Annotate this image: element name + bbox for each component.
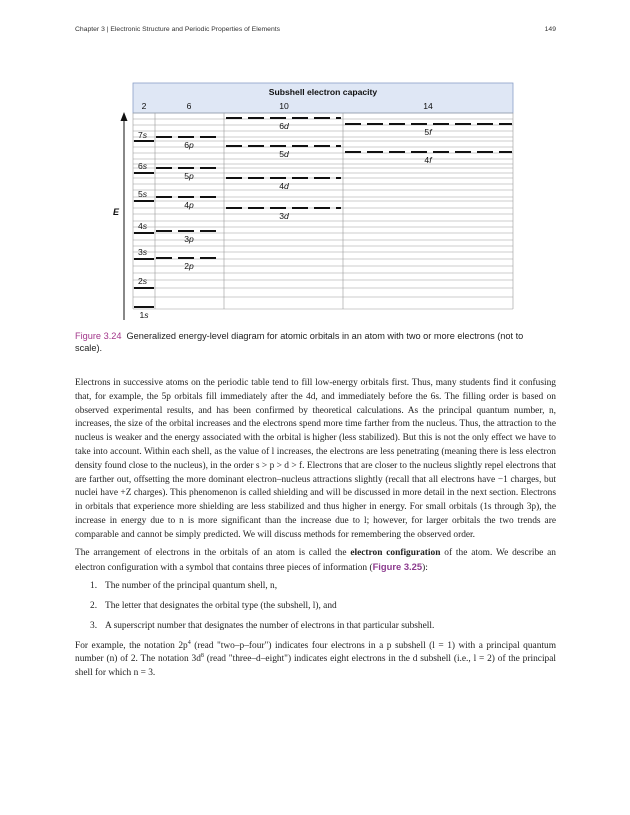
figure-3-25-link[interactable]: Figure 3.25: [372, 561, 423, 573]
level-5s-label: 5s: [138, 189, 148, 199]
level-4p-label: 4p: [184, 200, 194, 210]
level-4d-label: 4d: [279, 181, 289, 191]
paragraph-electron-configuration: The arrangement of electrons in the orbitals of an atom is called the electron configuration of the atom. We describe an electron configuration with a symbol that contains three pieces of information (Figure 3.25):: [75, 547, 556, 574]
configuration-info-list: [75, 580, 556, 633]
body-text: [75, 377, 556, 685]
capacity-s: 2: [141, 101, 147, 111]
level-6d-label: 6d: [279, 121, 289, 131]
capacity-d: 10: [279, 101, 289, 111]
level-4s-label: 4s: [138, 221, 148, 231]
term-electron-configuration: electron configuration: [350, 547, 441, 558]
paragraph-notation-example: For example, the notation $2p^4$ (read "two–p–four") indicates four electrons in a p subshell (l = 1) with a principal quantum number (n) of 2. The notation $3d^8$ (read "three–d–eight") indicates eight electrons in the d subshell (i.e., l = 2) of the principal shell for which n = 3.: [75, 639, 556, 679]
level-2p-label: 2p: [184, 261, 194, 271]
list-item: 1. The number of the principal quantum shell, n,: [90, 581, 278, 592]
energy-level-diagram: [0, 0, 630, 340]
list-item: 2. The letter that designates the orbital type (the subshell, l), and: [90, 600, 337, 611]
level-7s-label: 7s: [138, 130, 148, 140]
level-5d-label: 5d: [279, 149, 289, 159]
chapter-title: Chapter 3 | Electronic Structure and Periodic Properties of Elements: [75, 26, 281, 33]
capacity-header-title: Subshell electron capacity: [268, 87, 378, 97]
caption-text: Generalized energy-level diagram for atomic orbitals in an atom with two or more electrons (not to scale).: [75, 331, 524, 353]
level-4f-label: 4f: [424, 155, 432, 165]
level-3p-label: 3p: [184, 234, 194, 244]
energy-axis-label: E: [112, 207, 120, 217]
level-3s-label: 3s: [138, 247, 148, 257]
energy-axis-arrowhead: [121, 112, 128, 121]
list-item: 3. A superscript number that designates the number of electrons in that particular subshell.: [90, 620, 435, 631]
level-6p-label: 6p: [184, 140, 194, 150]
capacity-f: 14: [423, 101, 433, 111]
level-2s-label: 2s: [138, 276, 148, 286]
level-1s-label: 1s: [139, 310, 149, 320]
capacity-p: 6: [186, 101, 192, 111]
page-number: 149: [544, 26, 556, 33]
level-3d-label: 3d: [279, 211, 289, 221]
figure-caption: [75, 330, 545, 354]
paragraph-penetration: Electrons in successive atoms on the periodic table tend to fill low-energy orbitals first. Thus, many students find it confusing that, for example, the 5p orbitals fill immediately after the 4d, and immediately before the 6s. The filling order is based on observed experimental results, and has been confirmed by theoretical calculations. As the principal quantum number, n, increases, the size of the orbital increases and the electrons spend more time farther from the nucleus. Thus, the attraction to the nucleus is weaker and the energy associated with the orbital is higher (less stabilized). But this is not the only effect we have to take into account. Within each shell, as the value of l increases, the electrons are less penetrating (meaning there is less electron density found close to the nucleus), in the order s > p > d > f. Electrons that are closer to the nucleus slightly repel electrons that are farther out, offsetting the more dominant electron–nucleus attractions slightly (recall that all electrons have −1 charges, but nuclei have +Z charges). This phenomenon is called shielding and will be discussed in more detail in the next section. Electrons in orbitals that experience more shielding are less stabilized and thus higher in energy. For small orbitals (1s through 3p), the increase in energy due to n is more significant than the increase due to l; however, for larger orbitals the two trends are comparable and cannot be simply predicted. We will discuss methods for remembering the observed order.: [75, 378, 556, 540]
figure-label: Figure 3.24: [75, 331, 122, 341]
level-6s-label: 6s: [138, 161, 148, 171]
level-5f-label: 5f: [424, 127, 432, 137]
level-5p-label: 5p: [184, 171, 194, 181]
